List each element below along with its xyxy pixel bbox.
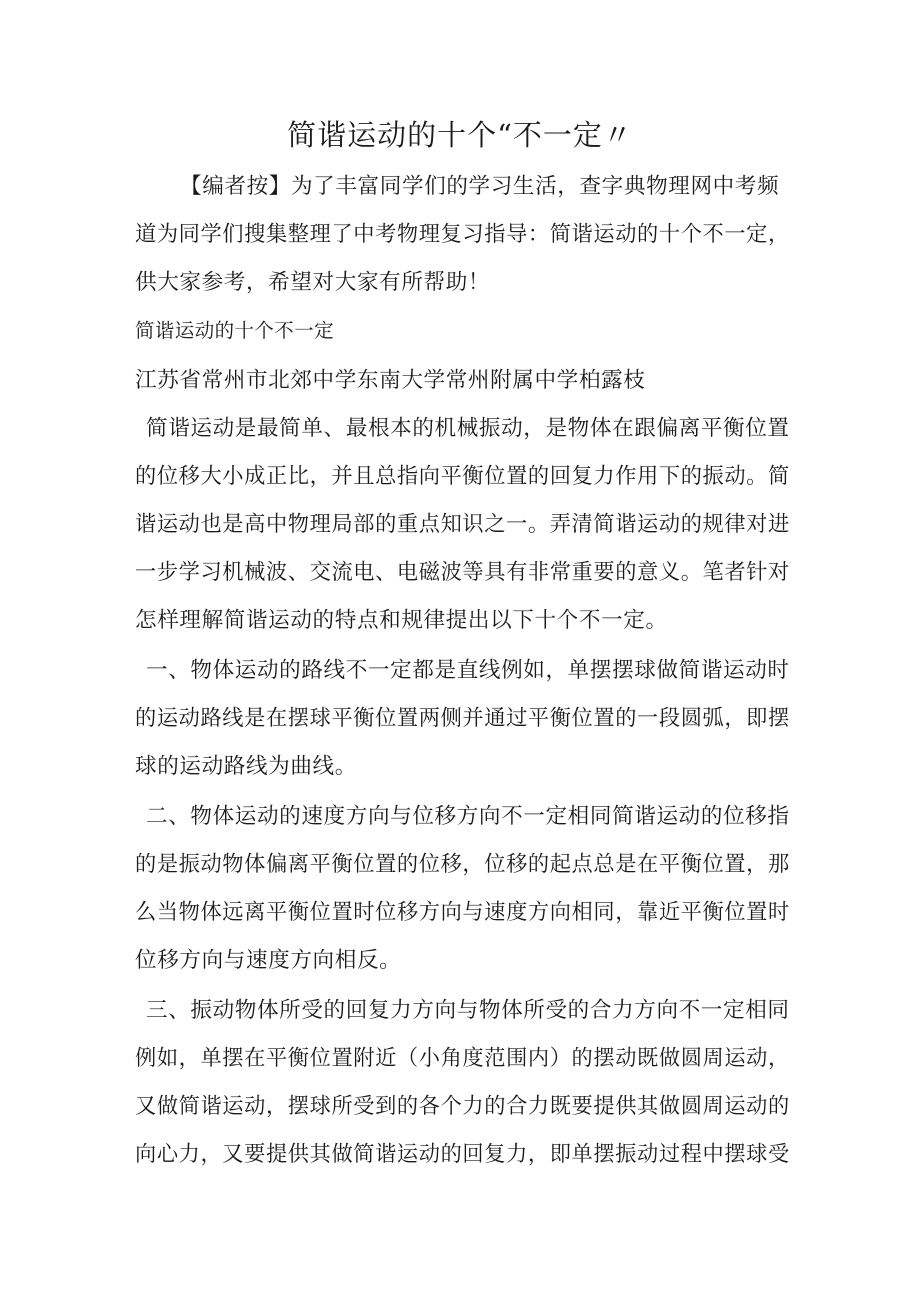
point-two-line-2: 的是振动物体偏离平衡位置的位移，位移的起点总是在平衡位置，那 xyxy=(135,852,790,877)
editor-note-line-1: 【编者按】为了丰富同学们的学习生活，查字典物理网中考频 xyxy=(180,174,780,199)
editor-note-line-2: 道为同学们搜集整理了中考物理复习指导：简谐运动的十个不一定， xyxy=(135,222,790,247)
point-three-line-2: 例如，单摆在平衡位置附近（小角度范围内）的摆动既做圆周运动， xyxy=(135,1046,790,1071)
point-three-line-3: 又做简谐运动，摆球所受到的各个力的合力既要提供其做圆周运动的 xyxy=(135,1094,790,1119)
point-one-line-1: 一、物体运动的路线不一定都是直线例如，单摆摆球做简谐运动时 xyxy=(146,658,790,683)
point-two-line-3: 么当物体远离平衡位置时位移方向与速度方向相同，靠近平衡位置时 xyxy=(135,900,790,925)
document-title: 简谐运动的十个“不一定〃 xyxy=(287,118,633,152)
paragraph-intro-line-1: 简谐运动是最简单、最根本的机械振动，是物体在跟偏离平衡位置 xyxy=(146,416,790,441)
paragraph-intro-line-4: 一步学习机械波、交流电、电磁波等具有非常重要的意义。笔者针对 xyxy=(135,560,790,585)
paragraph-intro-line-5: 怎样理解简谐运动的特点和规律提出以下十个不一定。 xyxy=(135,608,668,633)
point-three-line-4: 向心力，又要提供其做简谐运动的回复力，即单摆振动过程中摆球受 xyxy=(135,1142,790,1167)
article-author: 江苏省常州市北郊中学东南大学常州附属中学柏露枝 xyxy=(135,368,646,393)
point-one-line-3: 球的运动路线为曲线。 xyxy=(135,754,357,779)
point-two-line-1: 二、物体运动的速度方向与位移方向不一定相同简谐运动的位移指 xyxy=(146,804,790,829)
point-three-line-1: 三、振动物体所受的回复力方向与物体所受的合力方向不一定相同 xyxy=(146,998,790,1023)
paragraph-intro-line-2: 的位移大小成正比，并且总指向平衡位置的回复力作用下的振动。简 xyxy=(135,464,790,489)
point-two-line-4: 位移方向与速度方向相反。 xyxy=(135,948,402,973)
editor-note-line-3: 供大家参考，希望对大家有所帮助！ xyxy=(135,270,491,295)
point-one-line-2: 的运动路线是在摆球平衡位置两侧并通过平衡位置的一段圆弧，即摆 xyxy=(135,706,790,731)
article-subtitle: 简谐运动的十个不一定 xyxy=(135,319,335,342)
paragraph-intro-line-3: 谐运动也是高中物理局部的重点知识之一。弄清简谐运动的规律对进 xyxy=(135,512,790,537)
